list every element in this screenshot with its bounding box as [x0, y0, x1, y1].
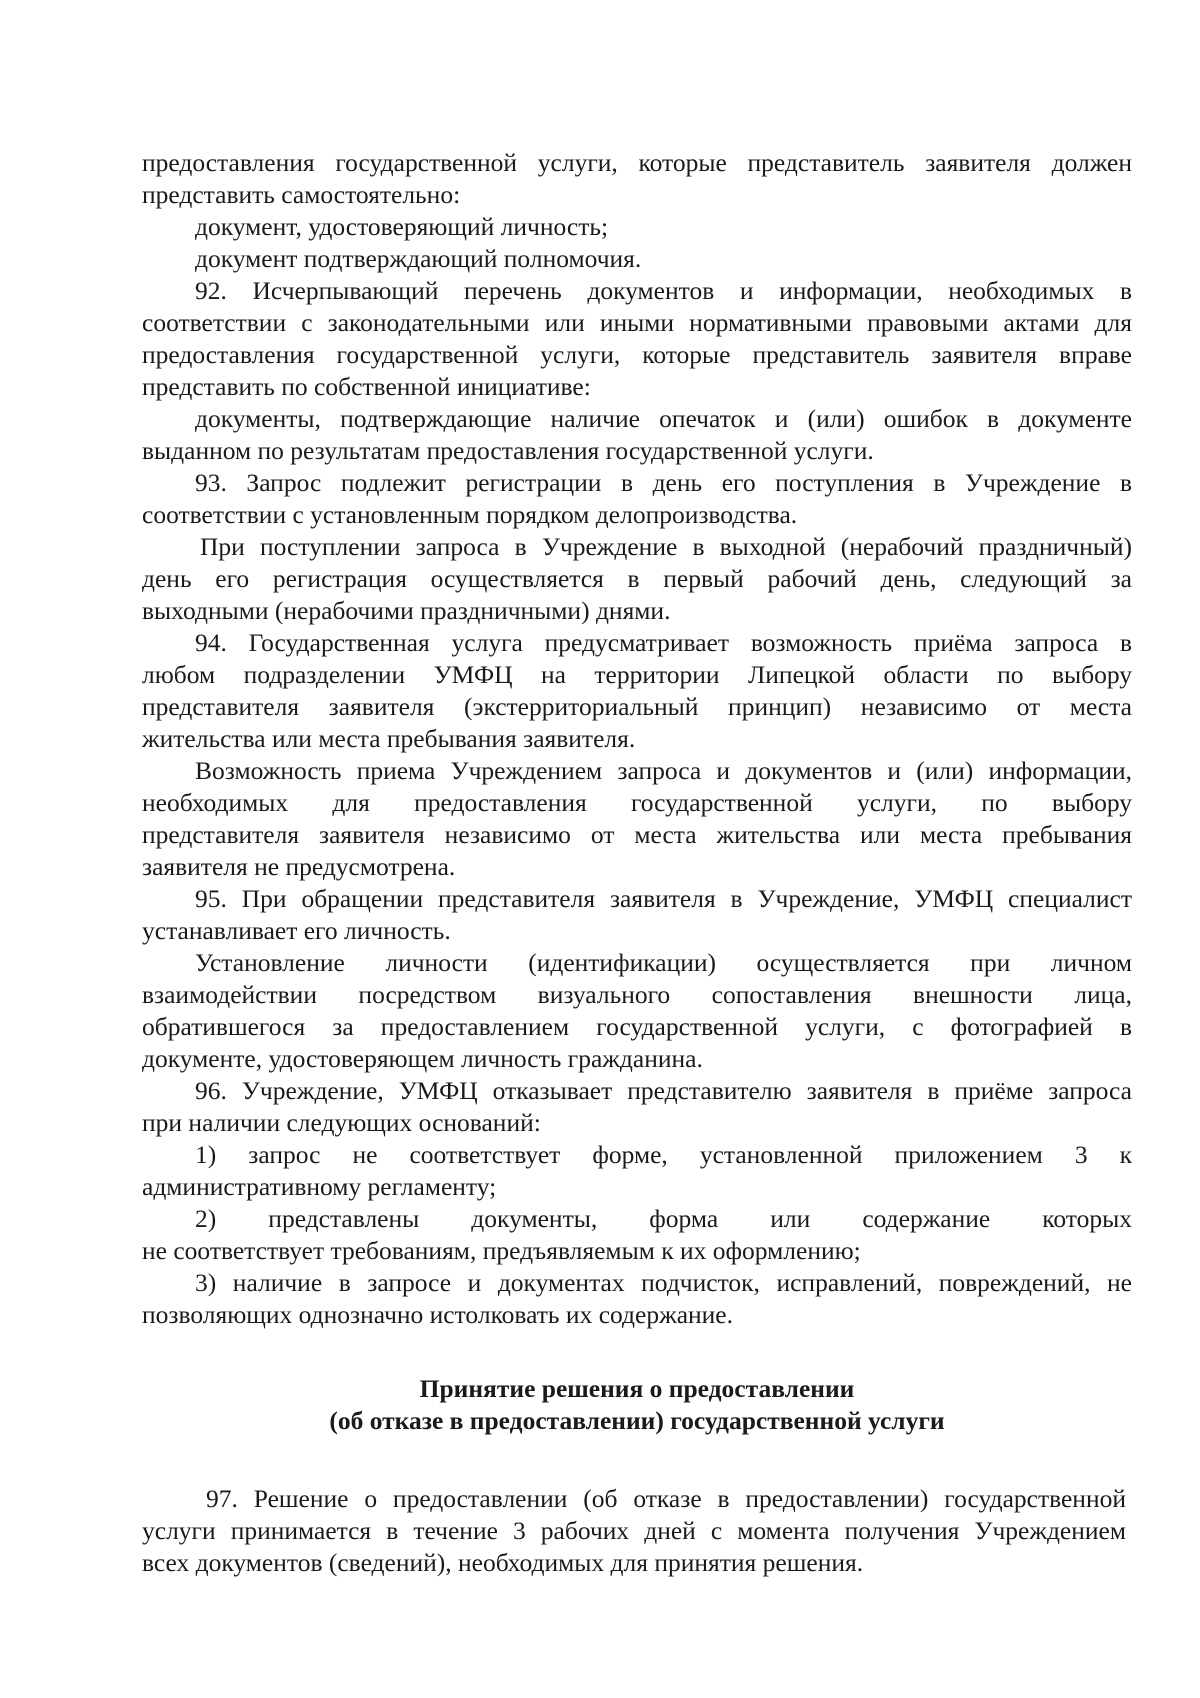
text-line: соответствии с законодательными или иными нормативными правовыми актами для	[142, 308, 1132, 337]
text-line: 93. Запрос подлежит регистрации в день его поступления в Учреждение в	[195, 468, 1132, 497]
text-line: документ подтверждающий полномочия.	[195, 244, 642, 273]
text-line: обратившегося за предоставлением государственной услуги, с фотографией в	[142, 1012, 1132, 1041]
text-line: 1) запрос не соответствует форме, установленной приложением 3 к	[195, 1140, 1132, 1169]
text-line: выходными (нерабочими праздничными) днями.	[142, 596, 671, 625]
text-line: документы, подтверждающие наличие опечаток и (или) ошибок в документе	[195, 404, 1132, 433]
text-line: день его регистрация осуществляется в первый рабочий день, следующий за	[142, 564, 1132, 593]
text-line: При поступлении запроса в Учреждение в выходной (нерабочий праздничный)	[200, 532, 1132, 561]
text-line: Установление личности (идентификации) осуществляется при личном	[195, 948, 1132, 977]
text-line: взаимодействии посредством визуального сопоставления внешности лица,	[142, 980, 1132, 1009]
text-line: выданном по результатам предоставления государственной услуги.	[142, 436, 874, 465]
text-line: соответствии с установленным порядком делопроизводства.	[142, 500, 798, 529]
text-line: необходимых для предоставления государственной услуги, по выбору	[142, 788, 1132, 817]
text-line: предоставления государственной услуги, которые представитель заявителя вправе	[142, 340, 1132, 369]
text-line: 96. Учреждение, УМФЦ отказывает представителю заявителя в приёме запроса	[195, 1076, 1132, 1105]
text-line: услуги принимается в течение 3 рабочих дней с момента получения Учреждением	[142, 1516, 1126, 1545]
text-line: 97. Решение о предоставлении (об отказе в предоставлении) государственной	[206, 1484, 1126, 1513]
text-line: предоставления государственной услуги, которые представитель заявителя должен	[142, 148, 1132, 177]
text-line: заявителя не предусмотрена.	[142, 852, 456, 881]
text-line: 95. При обращении представителя заявителя в Учреждение, УМФЦ специалист	[195, 884, 1132, 913]
text-line: 3) наличие в запросе и документах подчисток, исправлений, повреждений, не	[195, 1268, 1132, 1297]
text-line: административному регламенту;	[142, 1172, 497, 1201]
text-line: Возможность приема Учреждением запроса и документов и (или) информации,	[195, 756, 1132, 785]
text-line: позволяющих однозначно истолковать их содержание.	[142, 1300, 733, 1329]
section-heading-line-1: Принятие решения о предоставлении	[419, 1374, 855, 1403]
text-line: документ, удостоверяющий личность;	[195, 212, 609, 241]
text-line: жительства или места пребывания заявителя.	[142, 724, 636, 753]
text-line: всех документов (сведений), необходимых для принятия решения.	[142, 1548, 864, 1577]
text-line: представить по собственной инициативе:	[142, 372, 591, 401]
text-line: 92. Исчерпывающий перечень документов и информации, необходимых в	[195, 276, 1132, 305]
text-line: 2) представлены документы, форма или содержание которых	[195, 1204, 1132, 1233]
text-line: устанавливает его личность.	[142, 916, 451, 945]
text-line: представителя заявителя (экстерриториальный принцип) независимо от места	[142, 692, 1132, 721]
text-line: 94. Государственная услуга предусматривает возможность приёма запроса в	[195, 628, 1132, 657]
text-line: не соответствует требованиям, предъявляемым к их оформлению;	[142, 1236, 861, 1265]
text-line: документе, удостоверяющем личность гражданина.	[142, 1044, 703, 1073]
text-line: любом подразделении УМФЦ на территории Липецкой области по выбору	[142, 660, 1132, 689]
text-line: представителя заявителя независимо от места жительства или места пребывания	[142, 820, 1132, 849]
section-heading-line-2: (об отказе в предоставлении) государственной услуги	[329, 1406, 945, 1435]
text-line: представить самостоятельно:	[142, 180, 461, 209]
text-line: при наличии следующих оснований:	[142, 1108, 541, 1137]
